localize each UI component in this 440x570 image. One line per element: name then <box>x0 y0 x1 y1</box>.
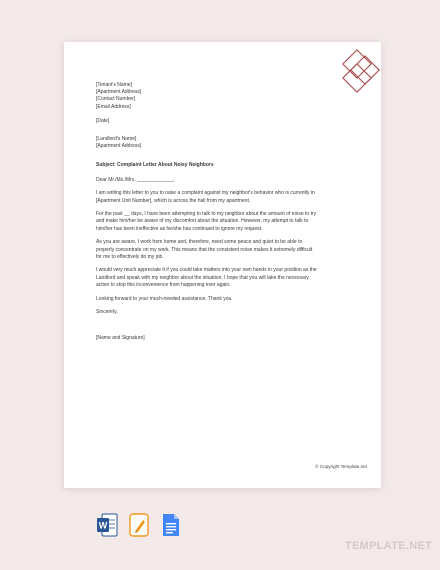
paragraph-5 <box>96 296 358 303</box>
paragraph-line: Looking forward to your much-needed assistance. Thank you. <box>96 295 233 302</box>
pages-icon[interactable] <box>128 512 150 538</box>
word-icon-letter: W <box>98 520 108 531</box>
recipient-address <box>96 136 358 150</box>
paragraph-line: I would very much appreciate it if you could take matters into your own hands in your position as the <box>96 267 317 274</box>
paragraph-line: action to stop this inconvenience from happening ever again. <box>96 281 231 288</box>
sender-line: [Tenant's Name] <box>96 82 132 88</box>
letter-body <box>96 82 358 349</box>
paragraph-line: him/her has been ineffective as he/she has continued to ignore my request. <box>96 225 263 232</box>
paragraph-line: [Apartment Unit Number], which is across the hall from my apartment. <box>96 197 251 204</box>
copyright-notice: © Copyright Template.net <box>315 464 367 469</box>
paragraph-line: As you are aware, I work from home and, therefore, need some peace and quiet to be able to <box>96 239 303 246</box>
paragraph-line: and make him/her be aware of my discomfort about the situation. However, my attempt to talk to <box>96 218 309 225</box>
paragraph-line: properly concentrate on my work. This means that the consistent noise makes it extremely difficult <box>96 246 313 253</box>
paragraph-line: Landlord and speak with my neighbor about the situation. I hope that you will take the necessary <box>96 274 309 281</box>
date-block <box>96 118 358 125</box>
closing: Sincerely, <box>96 309 118 316</box>
paragraph-1 <box>96 190 358 204</box>
subject-line: Subject: Complaint Letter About Noisy Neighbors <box>96 162 214 169</box>
format-icons <box>96 512 182 538</box>
sender-line: [Email Address] <box>96 103 131 110</box>
sender-line: [Contact Number] <box>96 96 136 103</box>
paragraph-line: for me to effectively do my job. <box>96 253 164 260</box>
signature: [Name and Signature] <box>96 334 145 341</box>
recipient-line: [Landlord's Name] <box>96 136 137 143</box>
paragraph-line: For the past __ days, I have been attempting to talk to my neighbor about the amount of noise to try <box>96 211 317 218</box>
letter-page <box>64 42 381 488</box>
paragraph-3 <box>96 239 358 261</box>
brand-watermark: TEMPLATE.NET <box>345 540 433 552</box>
google-docs-icon[interactable] <box>160 512 182 538</box>
sender-address <box>96 82 358 111</box>
word-icon[interactable] <box>96 512 118 538</box>
sender-line: [Apartment Address] <box>96 89 142 96</box>
date: [Date] <box>96 117 110 124</box>
paragraph-2 <box>96 211 358 233</box>
signature-space <box>96 323 358 335</box>
paragraph-line: I am writing this letter to you to raise a complaint against my neighbor's behavior who is currently in <box>96 190 315 197</box>
paragraph-4 <box>96 267 358 289</box>
salutation: Dear Mr./Ms./Mrs. _____________, <box>96 176 175 183</box>
recipient-line: [Apartment Address] <box>96 143 142 150</box>
